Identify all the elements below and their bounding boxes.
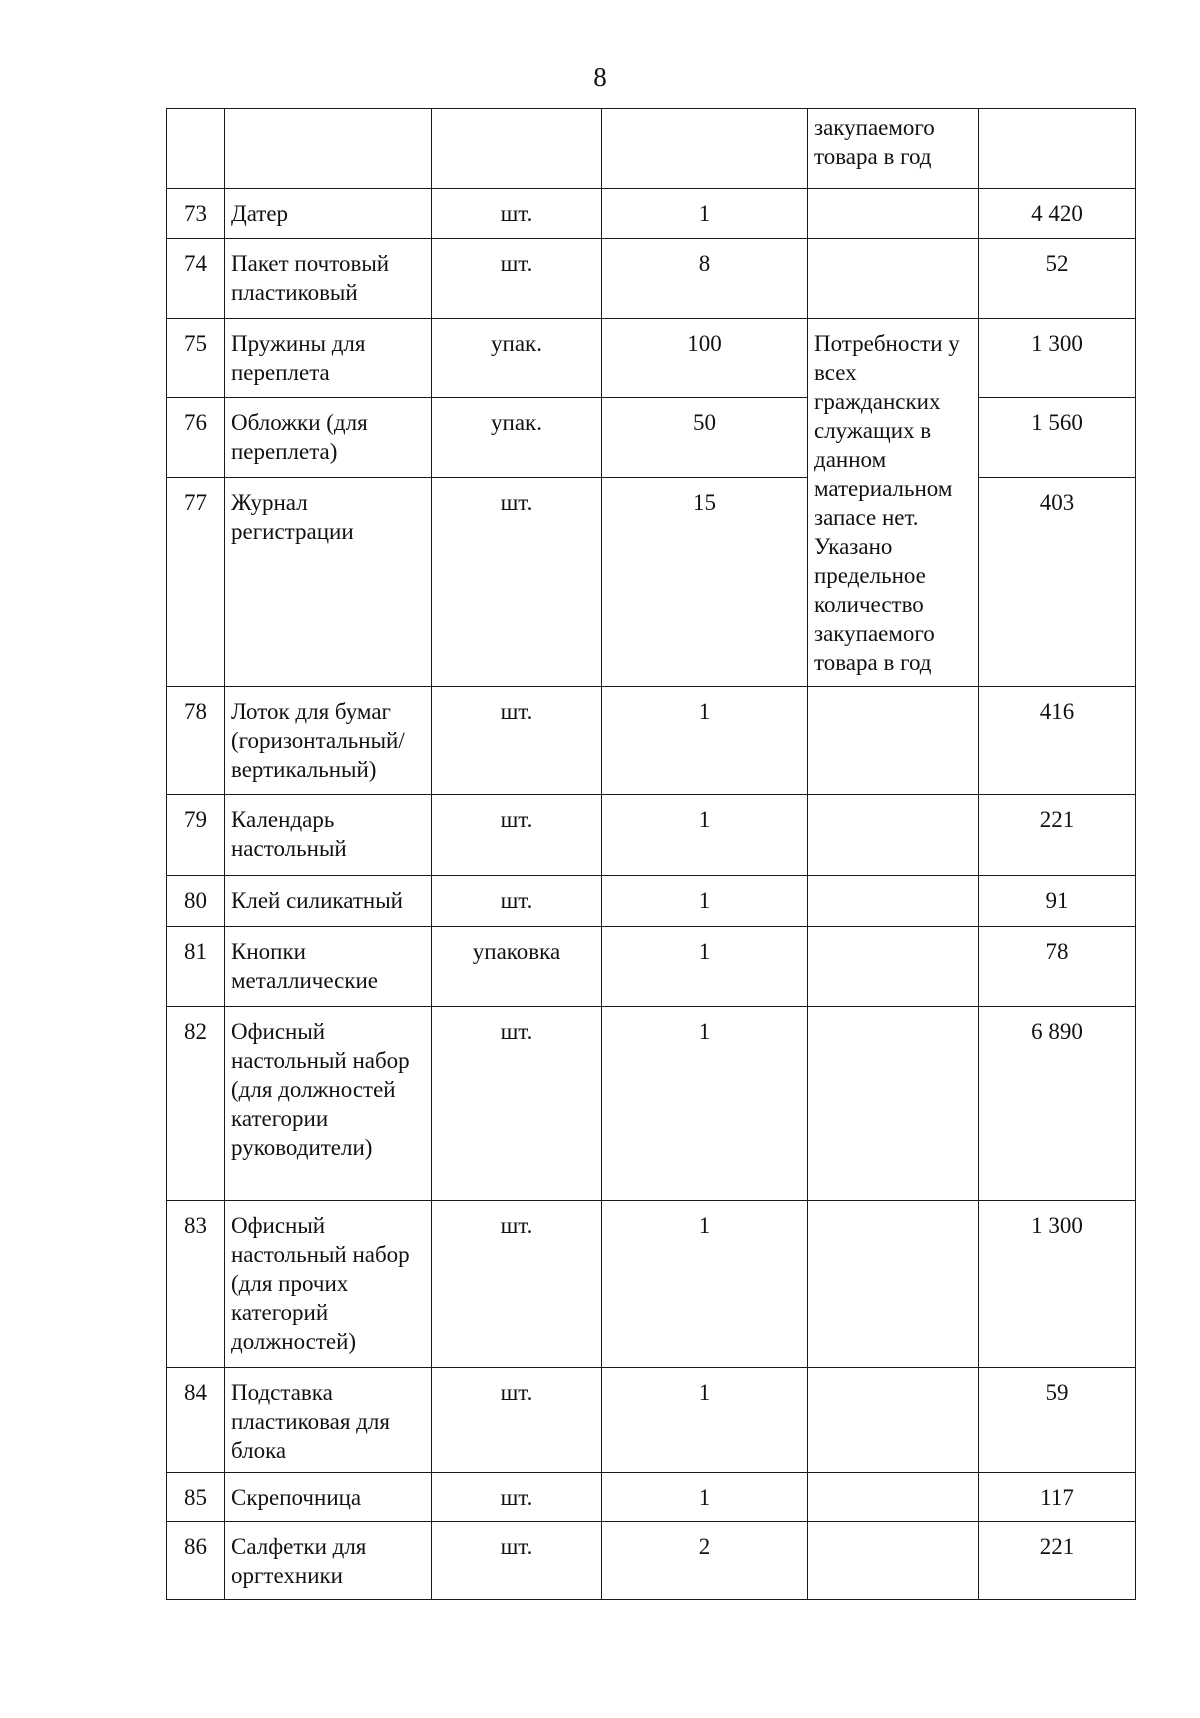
item-name: Офисный настольный набор (для прочих категорий должностей) [225, 1201, 432, 1368]
merged-note: Потребности у всех гражданских служащих в данном материальном запасе нет. Указано предельное количество закупаемого товара в год [808, 319, 979, 687]
item-quantity: 1 [602, 687, 808, 795]
item-note [808, 927, 979, 1007]
item-quantity: 50 [602, 398, 808, 478]
item-name: Кнопки металлические [225, 927, 432, 1007]
item-note [808, 687, 979, 795]
table-row [167, 1473, 1136, 1522]
item-price: 4 420 [979, 189, 1136, 239]
item-note [808, 1368, 979, 1473]
row-number: 76 [167, 398, 225, 478]
item-price: 78 [979, 927, 1136, 1007]
item-price: 403 [979, 478, 1136, 687]
item-unit: шт. [432, 239, 602, 319]
item-unit: шт. [432, 1007, 602, 1201]
cell-name [225, 109, 432, 189]
item-unit: упак. [432, 398, 602, 478]
item-quantity: 1 [602, 1007, 808, 1201]
row-number: 80 [167, 876, 225, 927]
table-row [167, 109, 1136, 189]
item-price: 1 300 [979, 319, 1136, 398]
row-number: 74 [167, 239, 225, 319]
item-name: Пружины для переплета [225, 319, 432, 398]
item-note [808, 1473, 979, 1522]
cell-price [979, 109, 1136, 189]
item-quantity: 1 [602, 1473, 808, 1522]
row-number: 86 [167, 1522, 225, 1600]
item-name: Салфетки для оргтехники [225, 1522, 432, 1600]
row-number: 75 [167, 319, 225, 398]
item-note [808, 795, 979, 876]
item-quantity: 15 [602, 478, 808, 687]
item-unit: шт. [432, 1473, 602, 1522]
item-name: Датер [225, 189, 432, 239]
table-row [167, 239, 1136, 319]
table-row [167, 1201, 1136, 1368]
item-name: Календарь настольный [225, 795, 432, 876]
table-row [167, 927, 1136, 1007]
row-number: 83 [167, 1201, 225, 1368]
item-unit: шт. [432, 478, 602, 687]
item-unit: упак. [432, 319, 602, 398]
item-note [808, 239, 979, 319]
item-unit: шт. [432, 795, 602, 876]
item-name: Пакет почтовый пластиковый [225, 239, 432, 319]
item-note [808, 1522, 979, 1600]
item-quantity: 1 [602, 189, 808, 239]
item-price: 1 300 [979, 1201, 1136, 1368]
item-quantity: 2 [602, 1522, 808, 1600]
cell-unit [432, 109, 602, 189]
item-price: 117 [979, 1473, 1136, 1522]
item-quantity: 1 [602, 1368, 808, 1473]
item-note [808, 1007, 979, 1201]
item-name: Скрепочница [225, 1473, 432, 1522]
item-price: 52 [979, 239, 1136, 319]
item-unit: шт. [432, 1522, 602, 1600]
item-price: 59 [979, 1368, 1136, 1473]
item-unit: шт. [432, 189, 602, 239]
cell-note: закупаемого товара в год [808, 109, 979, 189]
item-quantity: 100 [602, 319, 808, 398]
row-number: 77 [167, 478, 225, 687]
table-row [167, 876, 1136, 927]
item-name: Журнал регистрации [225, 478, 432, 687]
item-name: Обложки (для переплета) [225, 398, 432, 478]
item-quantity: 8 [602, 239, 808, 319]
row-number: 73 [167, 189, 225, 239]
table-row [167, 319, 1136, 398]
item-price: 6 890 [979, 1007, 1136, 1201]
item-unit: шт. [432, 876, 602, 927]
item-name: Лоток для бумаг (горизонтальный/ вертикальный) [225, 687, 432, 795]
table-row [167, 795, 1136, 876]
item-unit: шт. [432, 1201, 602, 1368]
row-number: 78 [167, 687, 225, 795]
item-price: 221 [979, 1522, 1136, 1600]
row-number: 79 [167, 795, 225, 876]
item-unit: упаковка [432, 927, 602, 1007]
item-price: 1 560 [979, 398, 1136, 478]
cell-num [167, 109, 225, 189]
row-number: 82 [167, 1007, 225, 1201]
item-quantity: 1 [602, 795, 808, 876]
item-note [808, 1201, 979, 1368]
item-note [808, 876, 979, 927]
table-row [167, 398, 1136, 478]
item-price: 221 [979, 795, 1136, 876]
item-name: Подставка пластиковая для блока [225, 1368, 432, 1473]
table-row [167, 687, 1136, 795]
row-number: 81 [167, 927, 225, 1007]
item-quantity: 1 [602, 876, 808, 927]
table-row [167, 1522, 1136, 1600]
row-number: 85 [167, 1473, 225, 1522]
row-number: 84 [167, 1368, 225, 1473]
table-row [167, 1007, 1136, 1201]
page-number: 8 [593, 62, 607, 92]
item-unit: шт. [432, 687, 602, 795]
item-quantity: 1 [602, 927, 808, 1007]
item-unit: шт. [432, 1368, 602, 1473]
item-name: Клей силикатный [225, 876, 432, 927]
item-price: 416 [979, 687, 1136, 795]
item-note [808, 189, 979, 239]
item-quantity: 1 [602, 1201, 808, 1368]
table-row [167, 189, 1136, 239]
item-price: 91 [979, 876, 1136, 927]
cell-qty [602, 109, 808, 189]
table-row [167, 1368, 1136, 1473]
table-row [167, 478, 1136, 687]
supply-table [166, 108, 1136, 1600]
item-name: Офисный настольный набор (для должностей категории руководители) [225, 1007, 432, 1201]
